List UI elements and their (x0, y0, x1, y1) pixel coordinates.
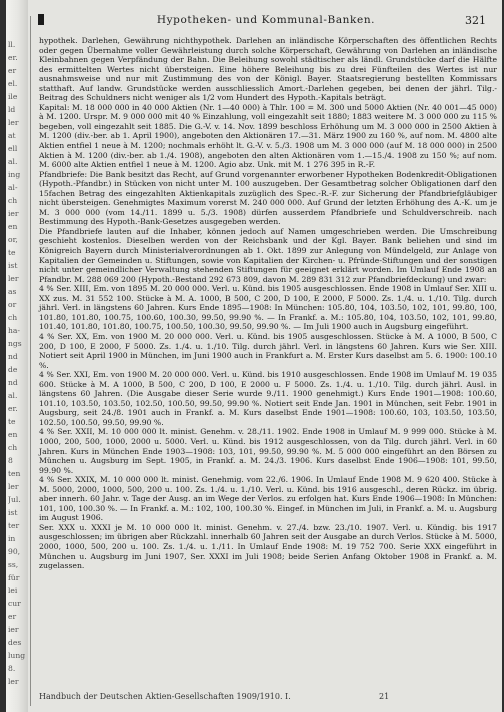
gutter-fragment: al. (8, 157, 18, 166)
gutter-fragment: er. (8, 404, 18, 413)
paragraph-serie-xxix: 4 % Ser. XXIX, M. 10 000 000 lt. minist. Genehmig. vom 22./6. 1906. In Umlauf Ende 1908 M. 9 620 400. Stücke à M. 5000, 2000, 1000, 500, 200 u. 100. Zs. 1./4. u. 1./10. Verl. u. Künd. bis 1916 ausgeschl., deren Rückz. im übrig. aber innerh. 60 Jahr. v. Tage der Ausg. an im Wege der Verlos. zu erfolgen hat. Kurs Ende 1906—1908: In München: 101, 100, 100.30 %. — In Frankf. a. M.: 102, 100, 100.30 %. Eingef. in München im Juli, in Frankf. a. M. u. Augsburg im August 1906. (39, 475, 497, 523)
gutter-fragment: in (8, 534, 16, 543)
gutter-fragment: ld (8, 105, 16, 114)
page-number: 321 (465, 14, 486, 27)
gutter-fragment: de (8, 365, 18, 374)
footer-signature-number: 21 (379, 692, 390, 701)
gutter-fragment: ch (8, 443, 18, 452)
gutter-fragment: te (8, 417, 16, 426)
gutter-fragment: 8 (8, 456, 13, 465)
gutter-fragment: en (8, 222, 18, 231)
gutter-fragment: ch (8, 196, 18, 205)
gutter-fragment: ist (8, 261, 18, 270)
paragraph-serie-xx: 4 % Ser. XX, Em. von 1900 M. 20 000 000. Verl. u. Künd. bis 1905 ausgeschlossen. Stücke à M. A 1000, B 500, C 200, D 100, E 2000, F 5000. Zs. 1./4. u. 1./10. Tilg. durch jährl. Verl. in längstens 60 Jahren. Kurs wie Ser. XIII. Notiert seit April 1900 in München, im Juni 1900 auch in Frankfurt a. M. Erster Kurs daselbst am 5. 6. 1900: 100.10 %. (39, 331, 497, 370)
paragraph-serie-xxx-xxxi: Ser. XXX u. XXXI je M. 10 000 000 lt. minist. Genehm. v. 27./4. bzw. 23./10. 1907. Verl. u. Kündig. bis 1917 ausgeschlossen; im übrigen aber Rückzahl. innerhalb 60 Jahren seit der Ausgabe an durch Verlos. Stücke à M. 5000, 2000, 1000, 500, 200 u. 100. Zs. 1./4. u. 1./11. In Umlauf Ende 1908: M. 19 752 700. Serie XXX eingeführt in München u. Augsburg im Juni 1907, Ser. XXXI im Juli 1908; beide Serien Anfang Oktober 1908 in Frankf. a. M. zugelassen. (39, 522, 497, 571)
gutter-fragment: ten (8, 469, 21, 478)
header-title: Hypotheken- und Kommunal-Banken. (156, 14, 376, 26)
gutter-fragment: ch (8, 313, 18, 322)
gutter-fragment: ier (8, 625, 19, 634)
gutter-fragment: el. (8, 79, 18, 88)
paragraph-serie-xxii: 4 % Ser. XXII, M. 10 000 000 lt. minist. Genehm. v. 28./11. 1902. Ende 1908 in Umlauf M. 9 999 000. Stücke à M. 1000, 200, 500, 1000, 2000 u. 5000. Verl. u. Künd. bis 1912 ausgeschlossen, von da Tilg. durch jährl. Verl. in 60 Jahren. Kurs in München Ende 1903—1908: 103, 101, 99.50, 99.90 %. M. 5 000 000 eingeführt an den Börsen zu München u. Augsburg im Sept. 1905, in Frankf. a. M. 24./3. 1906. Kurs daselbst Ende 1906—1908: 101, 99.50, 99.90 %. (39, 427, 497, 475)
paragraph-pfandbriefe-inhaber: Die Pfandbriefe lauten auf die Inhaber, können jedoch auf Namen umgeschrieben werden. Die Umschreibung geschieht kostenlos. Dieselben werden von der Reichsbank und der Kgl. Bayer. Bank beliehen und sind im Königreich Bayern durch Ministerialverordnungen ab 1. Okt. 1899 zur Anlegung von Mündelgeld, zur Anlage von Kapitalien der Gemeinden u. Stiftungen, sowie von Kapitalien der Kirchen- u. Pfründe-Stiftungen und der sonstigen nicht unter gemeindlicher Verwaltung stehenden Stiftungen für geeignet erklärt worden. Im Umlauf Ende 1908 an Pfandbr. M. 288 069 200 (Hypoth.-Bestand 292 673 809, davon M. 289 831 312 zur Pfandbriefdeckung) und zwar: (39, 226, 497, 284)
page-footer (39, 692, 497, 704)
gutter-fragment: er (8, 66, 17, 75)
gutter-fragment: ter (8, 521, 20, 530)
gutter-fragment: cur (8, 599, 21, 608)
gutter-fragment: al. (8, 391, 18, 400)
gutter-fragment: Jul. (8, 495, 21, 504)
gutter-fragment: ngs (8, 339, 22, 348)
running-header (46, 14, 486, 28)
gutter-fragment: ler (8, 482, 19, 491)
gutter-fragment: lung (8, 651, 26, 660)
gutter-fragment: lei (8, 586, 18, 595)
gutter-fragment: ist (8, 508, 18, 517)
gutter-fragment: nd (8, 352, 18, 361)
gutter-fragment: ler (8, 118, 19, 127)
main-text-block (39, 36, 497, 571)
gutter-fragment: er (8, 612, 17, 621)
gutter-fragment: ha- (8, 326, 20, 335)
page-sheet (6, 0, 502, 712)
gutter-fragment: or (8, 300, 17, 309)
gutter-fragment: ile (8, 92, 18, 101)
page-corner-mark (38, 14, 44, 25)
gutter-fragment: at (8, 131, 16, 140)
gutter-fragment: 8. (8, 664, 16, 673)
paragraph-serie-xiii: 4 % Ser. XIII, Em. von 1895 M. 20 000 000. Verl. u. Künd. bis 1905 ausgeschlossen. Ende 1908 in Umlauf Ser. XIII u. XX zus. M. 31 552 100. Stücke à M. A. 1000, B 500, C 200, D 100, E 2000, F 5000. Zs. 1./4. u. 1./10. Tilg. durch jährl. Verl. in längstens 60 Jahren. Kurs Ende 1895—1908: In München: 105.80, 104, 103.50, 102, 101, 99.80, 100, 101.80, 101.80, 100.75, 100.60, 100.30, 99.50, 99.90 %. — In Frankf. a. M.: 105.80, 104, 103.50, 102, 101, 99.80, 101.40, 101.80, 101.80, 100.75, 100.50, 100.30, 99.50, 99.90 %. — Im Juli 1900 auch in Augsburg eingeführt. (39, 284, 497, 332)
gutter-fragment: en (8, 430, 18, 439)
gutter-fragment: al- (8, 183, 18, 192)
paragraph-kapital: Kapital: M. 18 000 000 in 40 000 Aktien (Nr. 1—40 000) à Thlr. 100 = M. 300 und 5000 Aktien (Nr. 40 001—45 000) à M. 1200. Urspr. M. 9 000 000 mit 40 % Einzahlung, voll eingezahlt seit 1880; 1883 weitere M. 3 000 000 zu 115 % begeben, voll eingezahlt seit 1885. Die G.-V. v. 14. Nov. 1899 beschloss Erhöhung um M. 3 000 000 in 2500 Aktien à M. 1200 (div.-ber. ab 1. April 1900), angeboten den Aktionären 17.—31. März 1900 zu 160 %, auf nom. M. 4800 alte Aktien entfiel 1 neue à M. 1200; nochmals erhöht lt. G.-V. v. 5./3. 1908 um M. 3 000 000 (auf M. 18 000 000) in 2500 Aktien à M. 1200 (div.-ber. ab 1./4. 1908), angeboten den alten Aktionären vom 1.—15./4. 1908 zu 150 %; auf nom. M. 6000 alte Aktien entfiel 1 neue à M. 1200. Agio abz. Unk. mit M. 1 276 395 in R.-F. (39, 102, 497, 170)
paragraph-business-purpose: hypothek. Darlehen, Gewährung nichthypothek. Darlehen an inländische Körperschaften des öffentlichen Rechts oder gegen Übernahme voller Gewährleistung durch solche Körperschaft, Gewährung von Darlehen an inländische Kleinbahnen gegen Verpfändung der Bahn. Die Beleihung sowohl städtischer als ländl. Grundstücke darf die Hälfte des ermittelten Wertes nicht übersteigen. Eine höhere Beleihung bis zu drei Fünfteilen des Wertes ist nur ausnahmsweise und nur mit Zustimmung des von der Königl. Bayer. Staatsregierung bestellten Kommissars statthaft. Auf landw. Grundstücke werden ausschliesslich Amort.-Darlehen gegeben, bei denen der jährl. Tilg.-Beitrag des Schuldners nicht weniger als 1/2 vom Hundert des Hypoth.-Kapitals beträgt. (39, 36, 497, 103)
gutter-fragment: ier (8, 209, 19, 218)
gutter-fragment: des (8, 638, 22, 647)
gutter-fragment: ler (8, 274, 19, 283)
gutter-fragment: te (8, 248, 16, 257)
gutter-fragment: ler (8, 677, 19, 686)
gutter-fragment: er. (8, 53, 18, 62)
gutter-fragment: für (8, 573, 20, 582)
binding-shadow-line (30, 16, 31, 706)
gutter-fragment: ing (8, 170, 21, 179)
footer-publication: Handbuch der Deutschen Aktien-Gesellschaften 1909/1910. I. (39, 692, 291, 701)
paragraph-serie-xxi: 4 % Ser. XXI, Em. von 1900 M. 20 000 000. Verl. u. Künd. bis 1910 ausgeschlossen. Ende 1908 im Umlauf M. 19 035 600. Stücke à M. A 1000, B 500, C 200, D 100, E 2000 u. F 5000. Zs. 1./4. u. 1./10. Tilg. durch jährl. Ausl. in längstens 60 Jahren. (Die Ausgabe dieser Serie wurde 9./11. 1900 genehmigt.) Kurs Ende 1901—1908: 100.60, 101.10, 103.50, 103.50, 102.50, 100.50, 99.50, 99.90 %. Notiert seit Ende Jan. 1901 in München, seit Febr. 1901 in Augsburg, seit 24./8. 1901 auch in Frankf. a. M. Kurs daselbst Ende 1901—1908: 100.60, 103, 103.50, 103.50, 102.50, 100.50, 99.50, 99.90 %. (39, 370, 497, 427)
paragraph-pfandbriefe: Pfandbriefe: Die Bank besitzt das Recht, auf Grund vorgenannter erworbener Hypotheken Bodenkredit-Obligationen (Hypoth.-Pfandbr.) in Stücken von nicht unter M. 100 auszugeben. Der Gesamtbetrag solcher Obligationen darf den 15fachen Betrag des eingezahlten Aktienkapitals zuzüglich des Spec.-R.-F. zur Sicherung der Pfandbriefgläubiger nicht übersteigen. Genehmigtes Maximum vorerst M. 240 000 000. Auf Grund der letzten Erhöhung des A.-K. um je M. 3 000 000 (vom 14./11. 1899 u. 5./3. 1908) dürfen ausserdem Pfandbriefe und Schuldverschreib. nach Bestimmung des Hypoth.-Bank-Gesetzes ausgegeben werden. (39, 169, 497, 227)
gutter-fragment: or, (8, 235, 18, 244)
gutter-fragment: ll. (8, 40, 16, 49)
gutter-fragment: ss, (8, 560, 19, 569)
gutter-fragment: 90, (8, 547, 21, 556)
gutter-fragment: nd (8, 378, 18, 387)
gutter-fragment: ell (8, 144, 18, 153)
gutter-fragment: as (8, 287, 17, 296)
